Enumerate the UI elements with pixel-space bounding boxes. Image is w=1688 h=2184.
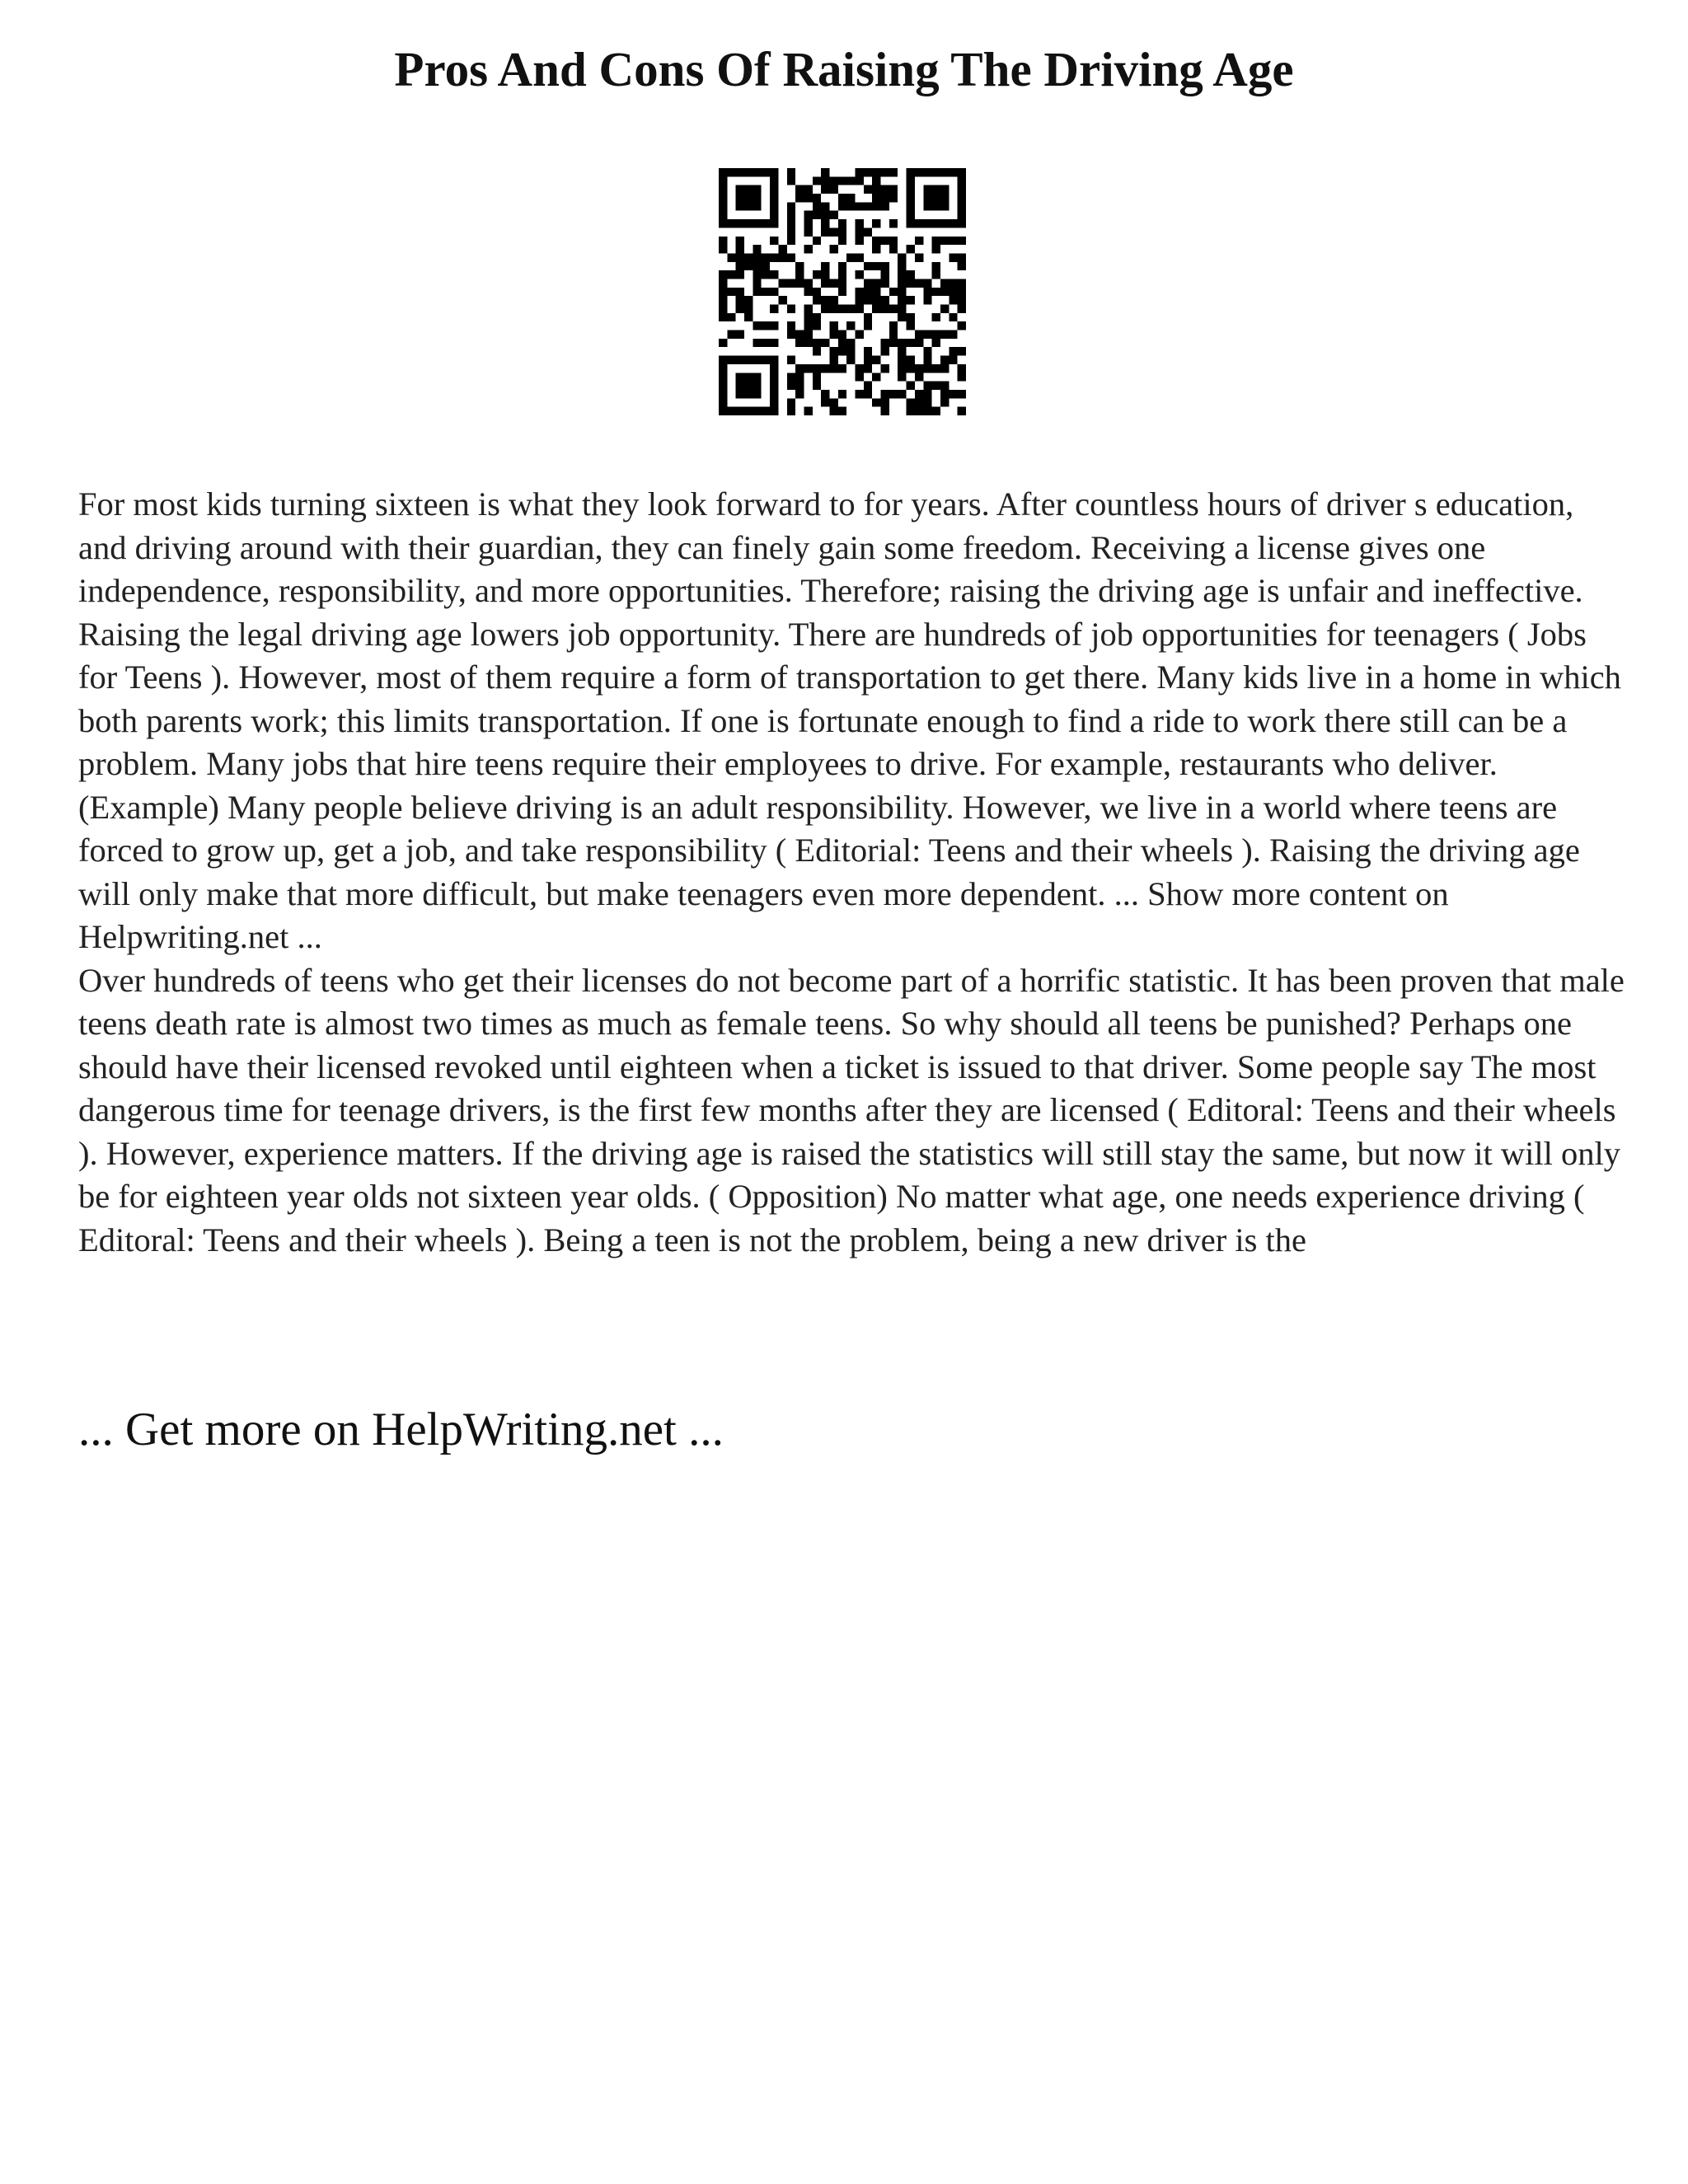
get-more-link[interactable]: ... Get more on HelpWriting.net ... [78, 1404, 724, 1455]
paragraph-intro: For most kids turning sixteen is what they look forward to for years. After countless hours of driver s education, and driving around with their guardian, they can finely gain some freedom. Receiving a license gives one independence, responsibility, and more opportunities. Therefore; raising the driving age is unfair and ineffective. [78, 485, 1583, 609]
qr-code-icon [719, 168, 966, 415]
page-title: Pros And Cons Of Raising The Driving Age [394, 42, 1294, 96]
paragraph-jobs: Raising the legal driving age lowers job opportunity. There are hundreds of job opportunities for teenagers ( Jobs for Teens ). However, most of them require a form of transportation to get there. Many kids live in a home in which both parents work; this limits transportation. If one is fortunate enough to find a ride to work there still can be a problem. Many jobs that hire teens require their employees to drive. For example, restaurants who deliver. (Example) Many people believe driving is an adult responsibility. However, we live in a world where teens are forced to grow up, get a job, and take responsibility ( Editorial: Teens and their wheels ). Raising the driving age will only make that more difficult, but make teenagers even more dependent. ... Show more content on Helpwriting.net ... [78, 615, 1621, 955]
paragraph-statistics: Over hundreds of teens who get their licenses do not become part of a horrific statistic. It has been proven that male teens death rate is almost two times as much as female teens. So why should all teens be punished? Perhaps one should have their licensed revoked until eighteen when a ticket is issued to that driver. Some people say The most dangerous time for teenage drivers, is the first few months after they are licensed ( Editoral: Teens and their wheels ). However, experience matters. If the driving age is raised the statistics will still stay the same, but now it will only be for eighteen year olds not sixteen year olds. ( Opposition) No matter what age, one needs experience driving ( Editoral: Teens and their wheels ). Being a teen is not the problem, being a new driver is the [78, 961, 1625, 1258]
article-body [78, 483, 1628, 1262]
